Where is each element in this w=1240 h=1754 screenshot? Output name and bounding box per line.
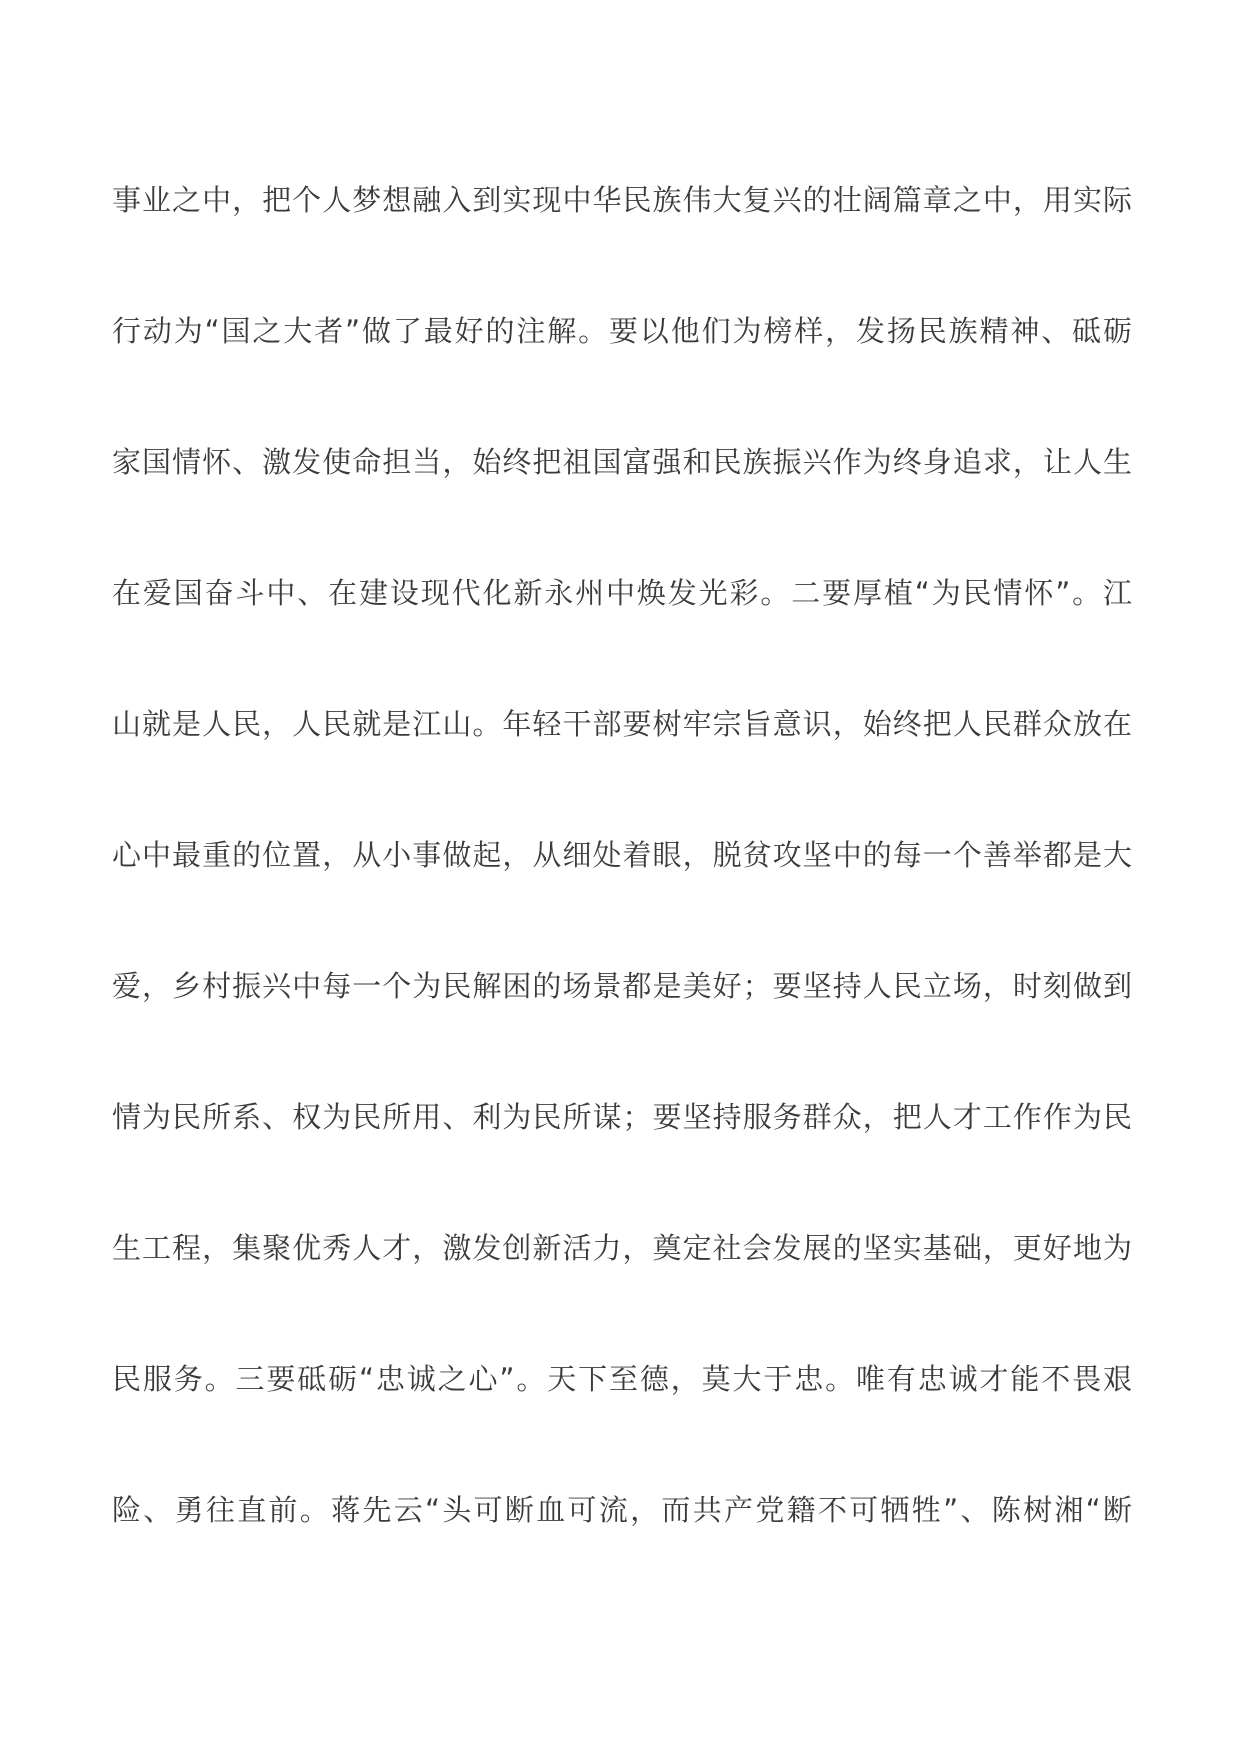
text-line: 情为民所系、权为民所用、利为民所谋；要坚持服务群众，把人才工作作为民	[112, 1100, 1132, 1134]
text-line: 生工程，集聚优秀人才，激发创新活力，奠定社会发展的坚实基础，更好地为	[112, 1231, 1132, 1265]
text-line: 家国情怀、激发使命担当，始终把祖国富强和民族振兴作为终身追求，让人生	[112, 445, 1132, 479]
text-line: 行动为“国之大者”做了最好的注解。要以他们为榜样，发扬民族精神、砥砺	[112, 314, 1132, 348]
text-line: 爱，乡村振兴中每一个为民解困的场景都是美好；要坚持人民立场，时刻做到	[112, 969, 1132, 1003]
body-text	[112, 172, 1132, 1613]
text-line: 险、勇往直前。蒋先云“头可断血可流，而共产党籍不可牺牲”、陈树湘“断	[112, 1493, 1132, 1527]
text-line: 山就是人民，人民就是江山。年轻干部要树牢宗旨意识，始终把人民群众放在	[112, 707, 1132, 741]
text-line: 心中最重的位置，从小事做起，从细处着眼，脱贫攻坚中的每一个善举都是大	[112, 838, 1132, 872]
text-line: 事业之中，把个人梦想融入到实现中华民族伟大复兴的壮阔篇章之中，用实际	[112, 183, 1132, 217]
text-line: 民服务。三要砥砺“忠诚之心”。天下至德，莫大于忠。唯有忠诚才能不畏艰	[112, 1362, 1132, 1396]
text-line: 在爱国奋斗中、在建设现代化新永州中焕发光彩。二要厚植“为民情怀”。江	[112, 576, 1132, 610]
